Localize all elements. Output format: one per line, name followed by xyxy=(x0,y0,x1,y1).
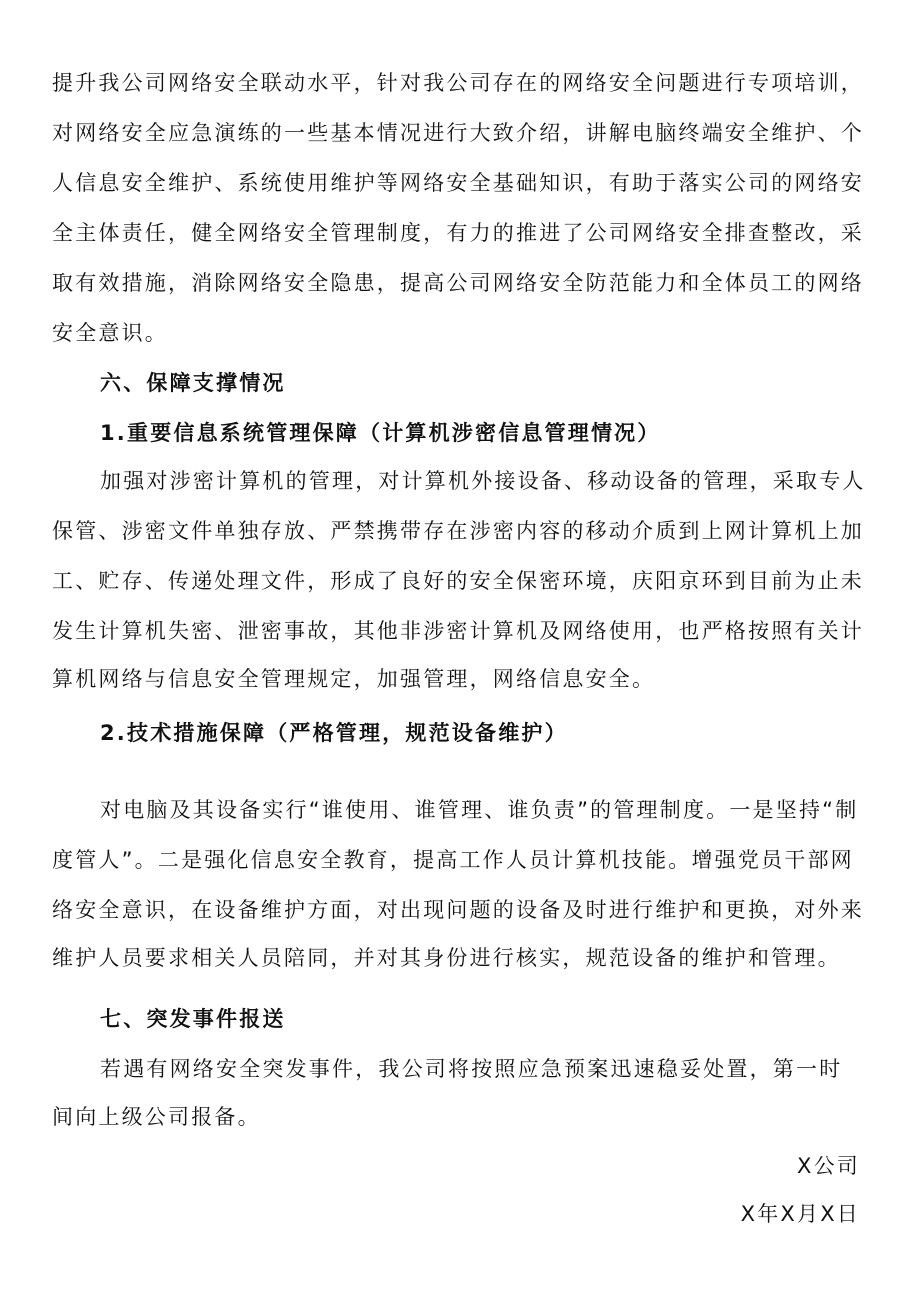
section7-line-1: 若遇有网络安全突发事件，我公司将按照应急预案迅速稳妥处置，第一时 xyxy=(100,1057,843,1081)
subsection-heading-1: 1.重要信息系统管理保障（计算机涉密信息管理情况） xyxy=(100,421,661,445)
intro-line-1: 提升我公司网络安全联动水平，针对我公司存在的网络安全问题进行专项培训， xyxy=(52,71,864,95)
sub2-line-2: 度管人”。二是强化信息安全教育，提高工作人员计算机技能。增强党员干部网 xyxy=(52,848,854,872)
intro-line-4: 全主体责任，健全网络安全管理制度，有力的推进了公司网络安全排查整改，采 xyxy=(52,221,864,245)
sub1-line-3: 工、贮存、传递处理文件，形成了良好的安全保密环境，庆阳京环到目前为止未 xyxy=(52,569,864,593)
sub2-line-4: 维护人员要求相关人员陪同，并对其身份进行核实，规范设备的维护和管理。 xyxy=(52,946,841,970)
sub1-line-5: 算机网络与信息安全管理规定，加强管理，网络信息安全。 xyxy=(52,667,656,691)
sub1-line-4: 发生计算机失密、泄密事故，其他非涉密计算机及网络使用，也严格按照有关计 xyxy=(52,619,864,643)
section-heading-6: 六、保障支撑情况 xyxy=(100,371,286,395)
section7-line-2: 间向上级公司报备。 xyxy=(52,1105,261,1129)
intro-line-5: 取有效措施，消除网络安全隐患，提高公司网络安全防范能力和全体员工的网络 xyxy=(52,271,864,295)
sub1-line-2: 保管、涉密文件单独存放、严禁携带存在涉密内容的移动介质到上网计算机上加 xyxy=(52,519,864,543)
subsection-heading-2: 2.技术措施保障（严格管理，规范设备维护） xyxy=(100,721,568,745)
intro-line-2: 对网络安全应急演练的一些基本情况进行大致介绍，讲解电脑终端安全维护、个 xyxy=(52,121,864,145)
intro-line-3: 人信息安全维护、系统使用维护等网络安全基础知识，有助于落实公司的网络安 xyxy=(52,171,864,195)
intro-line-6: 安全意识。 xyxy=(52,321,168,345)
signature-company: X公司 xyxy=(797,1154,860,1178)
signature-date: X年X月X日 xyxy=(740,1202,860,1226)
sub2-line-3: 络安全意识，在设备维护方面，对出现问题的设备及时进行维护和更换，对外来 xyxy=(52,898,864,922)
section-heading-7: 七、突发事件报送 xyxy=(100,1007,286,1031)
sub2-line-1: 对电脑及其设备实行“谁使用、谁管理、谁负责”的管理制度。一是坚持“制 xyxy=(100,798,859,822)
sub1-line-1: 加强对涉密计算机的管理，对计算机外接设备、移动设备的管理，采取专人 xyxy=(100,469,866,493)
